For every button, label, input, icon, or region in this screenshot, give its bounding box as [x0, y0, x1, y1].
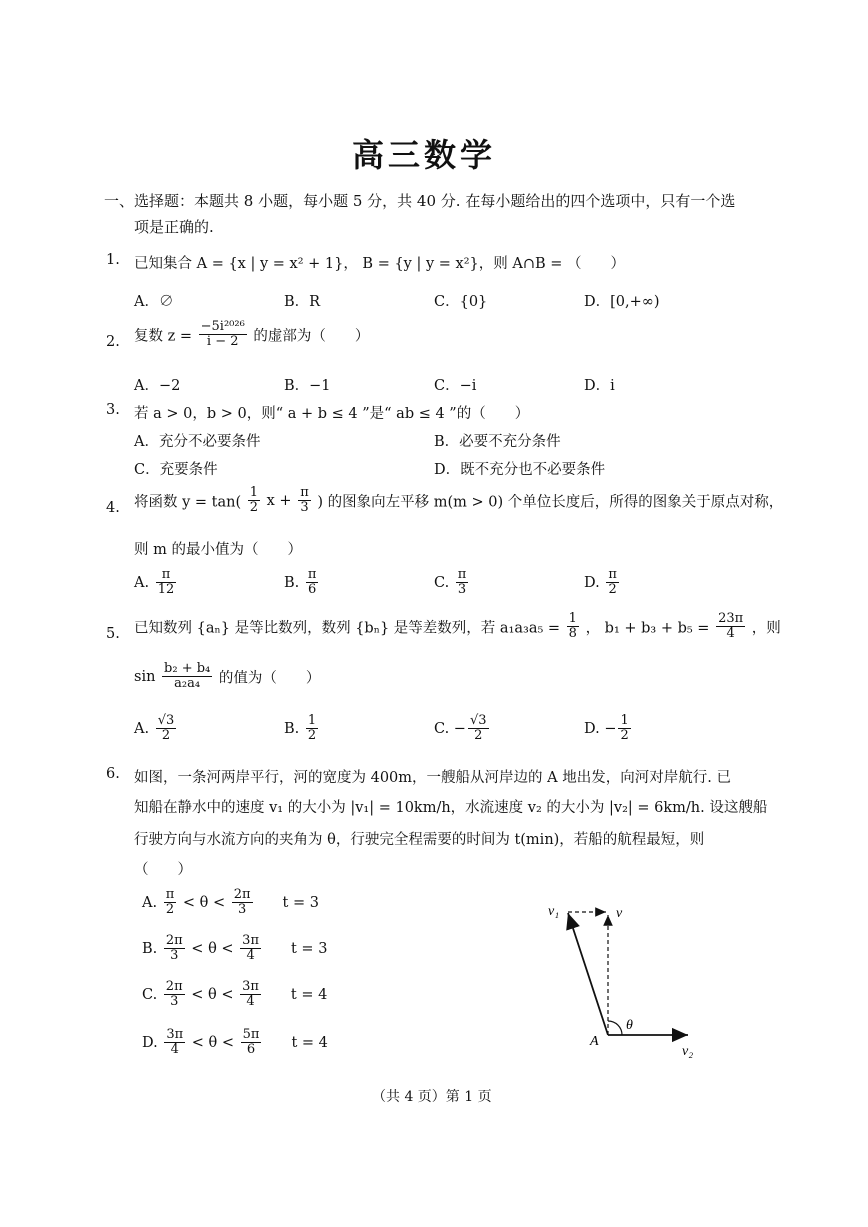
q6-option-frac-upper — [232, 888, 253, 918]
q6-option-frac-lower-num: 3π — [166, 1027, 184, 1042]
q2-option-a: A．−2 — [134, 378, 181, 394]
q4-option-frac-num: π — [457, 567, 467, 582]
q4-option-frac-num: π — [307, 567, 317, 582]
q3-option-d: D．既不充分也不必要条件 — [434, 462, 606, 478]
q1-option-c: C．{0} — [434, 294, 488, 310]
q4-option-c — [434, 568, 470, 598]
q6-option-frac-upper-num: 2π — [233, 887, 251, 902]
question-4-stem — [134, 486, 783, 516]
q5-option-frac-den: 2 — [474, 728, 483, 744]
q6-option-b — [142, 934, 327, 964]
q4-option-a — [134, 568, 178, 598]
q5-frac-2 — [716, 612, 745, 642]
q3-option-c: C．充要条件 — [134, 462, 218, 478]
q2-stem-post: 的虚部为（ ） — [253, 328, 370, 345]
q6-option-t: t = 4 — [291, 1034, 328, 1051]
q5-f2-num: 23π — [718, 611, 744, 626]
q4-frac1-num: 1 — [249, 485, 259, 500]
q5-option-label: A. — [134, 720, 154, 737]
q2-option-b: B．−1 — [284, 378, 331, 394]
question-6-number: 6. — [106, 766, 120, 782]
q2-frac-den: i − 2 — [206, 334, 239, 350]
q6-option-frac-upper — [240, 934, 261, 964]
q5-stem-mid: ， b₁ + b₃ + b₅ = — [585, 620, 710, 637]
q4-option-b — [284, 568, 320, 598]
q4-stem-post: ) 的图象向左平移 m(m > 0) 个单位长度后，所得的图象关于原点对称， — [317, 494, 784, 511]
q6-option-frac-upper — [241, 1028, 262, 1058]
question-6-line2: 知船在静水中的速度 v₁ 的大小为 |v₁| = 10km/h，水流速度 v₂ 的大小为 |v₂| = 6km/h. 设这艘船 — [134, 800, 768, 816]
q5-stem-pre: 已知数列 {aₙ} 是等比数列，数列 {bₙ} 是等差数列，若 a₁a₃a₅ = — [134, 620, 561, 637]
q5-option-frac — [468, 714, 489, 744]
q1-option-b: B．R — [284, 294, 321, 310]
q6-option-t: t = 3 — [291, 940, 328, 957]
q6-option-label: D. — [142, 1034, 163, 1051]
q5-option-c — [434, 714, 491, 744]
q6-option-t: t = 3 — [282, 894, 319, 911]
q5-option-frac-den: 2 — [620, 728, 629, 744]
q2-option-c: C．−i — [434, 378, 477, 394]
q6-option-frac-upper-den: 4 — [246, 948, 255, 964]
q4-option-label: A. — [134, 574, 154, 591]
q5-option-b — [284, 714, 320, 744]
q6-option-d — [142, 1028, 328, 1058]
q5-f3-num: b₂ + b₄ — [164, 661, 211, 676]
q6-option-frac-lower-num: π — [165, 887, 175, 902]
q4-option-frac-den: 2 — [608, 582, 617, 598]
q4-option-frac — [456, 568, 469, 598]
q4-option-label: C. — [434, 574, 454, 591]
q4-frac-1 — [248, 486, 260, 516]
river-velocity-diagram — [540, 895, 710, 1065]
q5-option-label: B. — [284, 720, 304, 737]
q6-option-frac-lower-num: 2π — [165, 979, 183, 994]
q6-option-label: B. — [142, 940, 162, 957]
question-4-number: 4. — [106, 500, 120, 516]
label-A: A — [590, 1034, 599, 1049]
question-2-stem — [134, 320, 369, 350]
q4-stem-mid: x + — [266, 492, 292, 509]
q5-option-frac-den: 2 — [161, 728, 171, 744]
q5-option-label: C. − — [434, 720, 466, 737]
question-6-line1: 如图，一条河两岸平行，河的宽度为 400m，一艘船从河岸边的 A 地出发，向河对岸航行. 已 — [134, 770, 731, 786]
question-5-number: 5. — [106, 626, 120, 642]
q2-fraction — [199, 320, 247, 350]
q6-option-label: C. — [142, 986, 162, 1003]
q4-option-frac-den: 3 — [457, 582, 467, 598]
q5-line2-post: 的值为（ ） — [218, 670, 321, 687]
q6-option-frac-lower — [164, 934, 185, 964]
q5-f1-den: 8 — [568, 626, 577, 642]
q1-option-d: D．[0,+∞) — [584, 294, 660, 310]
q5-option-frac-num: 1 — [307, 713, 317, 728]
q5-option-frac-num: √3 — [157, 713, 175, 728]
q2-frac-num: −5i²⁰²⁶ — [200, 319, 245, 334]
q6-option-frac-lower-den: 3 — [170, 994, 179, 1010]
q6-option-theta: < θ < — [187, 1034, 239, 1051]
q5-option-frac — [306, 714, 318, 744]
q5-option-frac-num: √3 — [469, 713, 487, 728]
q4-frac2-num: π — [300, 485, 309, 500]
label-v2: v₂ — [682, 1044, 694, 1059]
question-6-line3: 行驶方向与水流方向的夹角为 θ，行驶完全程需要的时间为 t(min)，若船的航程最短，则 — [134, 832, 705, 848]
q6-option-label: A. — [142, 894, 162, 911]
q4-option-label: D. — [584, 574, 605, 591]
q4-option-frac-den: 12 — [157, 582, 175, 598]
q5-f3-den: a₂a₄ — [174, 676, 201, 692]
q5-option-frac-den: 2 — [307, 728, 317, 744]
label-v: v — [616, 906, 623, 921]
theta-arc — [608, 1021, 622, 1035]
q6-option-frac-lower-den: 3 — [170, 948, 179, 964]
q1-option-a: A．∅ — [134, 294, 174, 310]
q5-frac-3 — [162, 662, 212, 692]
question-5-stem — [134, 612, 781, 642]
q6-option-frac-upper-den: 4 — [246, 994, 255, 1010]
q4-frac2-den: 3 — [300, 500, 309, 516]
q4-option-frac — [306, 568, 319, 598]
q4-option-frac-num: π — [156, 568, 177, 583]
question-5-line2 — [134, 662, 320, 692]
q2-stem-pre: 复数 z = — [134, 328, 193, 345]
q2-option-d: D．i — [584, 378, 615, 394]
q5-option-d — [584, 714, 633, 744]
q4-option-frac-den: 6 — [308, 582, 317, 598]
label-v1: v₁ — [548, 904, 560, 919]
q6-option-frac-upper-num: 3π — [242, 933, 259, 948]
q6-option-frac-upper-num: 5π — [242, 1027, 260, 1042]
q5-option-frac-num: 1 — [620, 713, 629, 728]
q5-line2-pre: sin — [134, 668, 156, 685]
q5-f1-num: 1 — [568, 611, 577, 626]
q5-stem-post: ，则 — [751, 620, 781, 637]
q4-option-d — [584, 568, 621, 598]
q5-option-frac — [156, 714, 177, 744]
question-3-number: 3. — [106, 402, 120, 418]
question-1-stem: 已知集合 A = {x | y = x² + 1}， B = {y | y = x²}，则 A∩B = （ ） — [134, 256, 626, 272]
q3-option-a: A．充分不必要条件 — [134, 434, 261, 450]
q6-option-frac-lower — [164, 1028, 185, 1058]
label-theta: θ — [626, 1018, 633, 1033]
q6-option-theta: < θ < — [178, 894, 230, 911]
q6-option-c — [142, 980, 327, 1010]
q4-option-frac — [156, 568, 177, 598]
q6-option-theta: < θ < — [186, 986, 239, 1003]
q6-option-frac-upper-den: 6 — [246, 1042, 256, 1058]
q6-option-frac-upper-num: 3π — [242, 979, 259, 994]
question-1-number: 1. — [106, 252, 120, 268]
question-6-line4: （ ） — [134, 862, 192, 878]
q5-frac-1 — [567, 612, 579, 642]
q6-option-theta: < θ < — [186, 940, 239, 957]
q6-option-frac-lower — [164, 980, 185, 1010]
q6-option-frac-lower-den: 4 — [170, 1042, 179, 1058]
q5-option-frac — [618, 714, 630, 744]
q4-option-frac — [606, 568, 619, 598]
q4-frac-2 — [298, 486, 311, 516]
q6-option-frac-lower-den: 2 — [165, 902, 175, 918]
q5-f2-den: 4 — [726, 626, 735, 642]
q3-option-b: B．必要不充分条件 — [434, 434, 561, 450]
q4-option-label: B. — [284, 574, 304, 591]
q5-option-a — [134, 714, 178, 744]
q6-option-frac-lower — [164, 888, 177, 918]
question-2-number: 2. — [106, 334, 120, 350]
question-4-line2: 则 m 的最小值为（ ） — [134, 542, 302, 558]
q6-option-frac-lower-num: 2π — [165, 933, 183, 948]
q6-option-a — [142, 888, 319, 918]
q6-option-t: t = 4 — [290, 986, 328, 1003]
q5-option-label: D. − — [584, 720, 617, 737]
q4-option-frac-num: π — [608, 567, 617, 582]
section-heading: 一、选择题：本题共 8 小题，每小题 5 分，共 40 分. 在每小题给出的四个选项中，只有一个选 — [104, 192, 736, 210]
page-title: 高三数学 — [352, 136, 497, 174]
q6-option-frac-upper-den: 3 — [237, 902, 247, 918]
v1-vector-arrow — [568, 913, 608, 1035]
page-footer: （共 4 页）第 1 页 — [372, 1089, 492, 1105]
q4-stem-pre: 将函数 y = tan( — [134, 494, 242, 511]
question-3-stem: 若 a > 0，b > 0，则“ a + b ≤ 4 ”是“ ab ≤ 4 ”的（ ） — [134, 406, 530, 422]
q4-frac1-den: 2 — [249, 500, 259, 516]
q6-option-frac-upper — [240, 980, 261, 1010]
section-heading-cont: 项是正确的. — [134, 218, 214, 236]
